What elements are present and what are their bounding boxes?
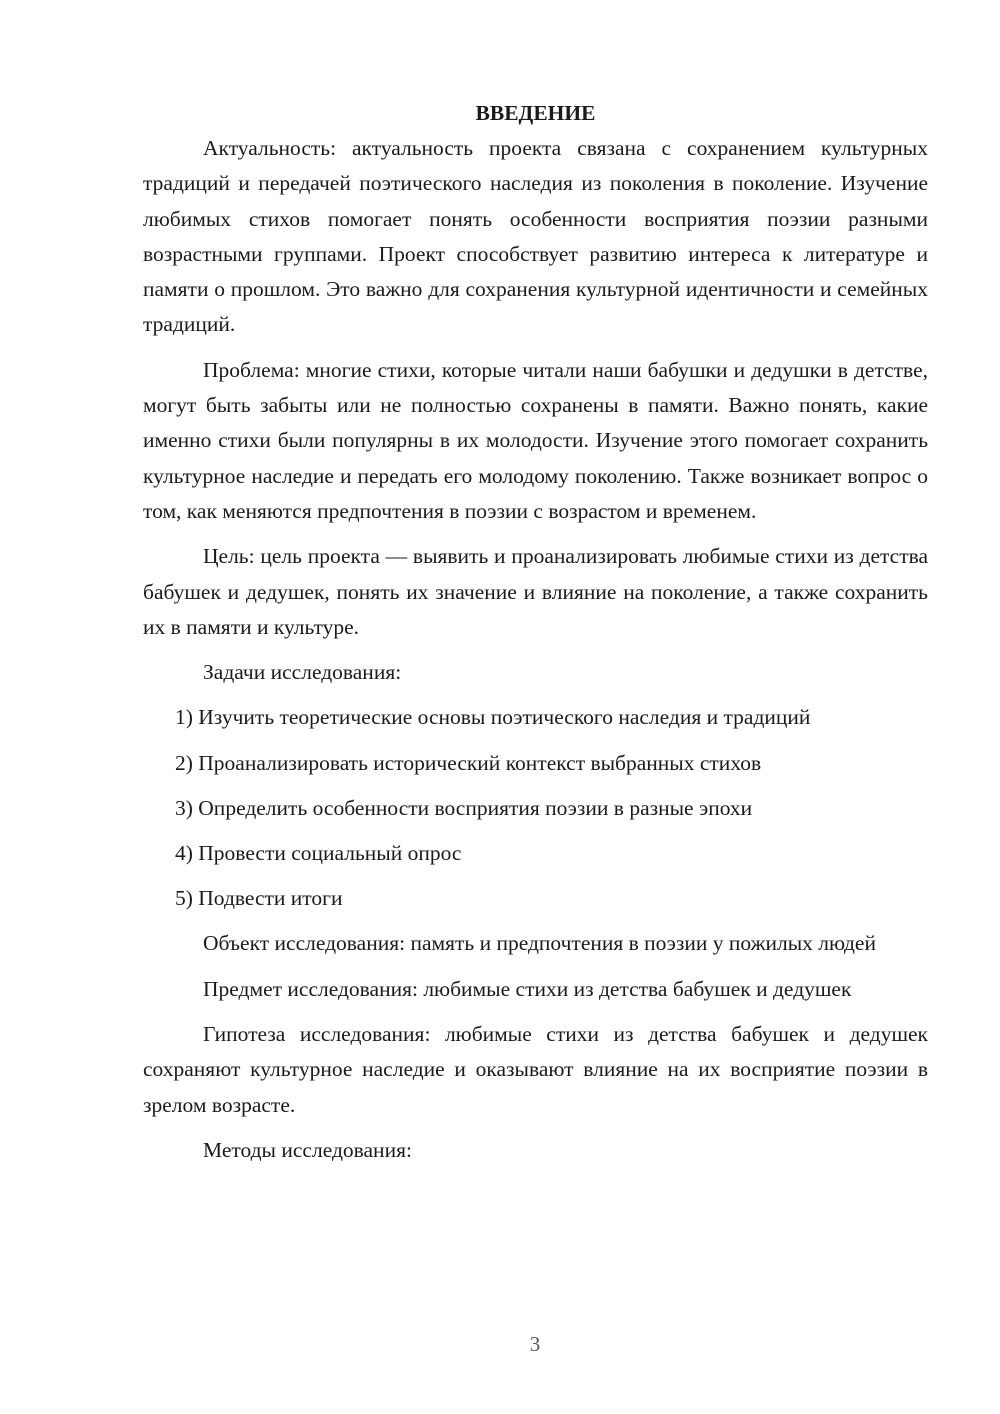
tasks-list bbox=[143, 700, 928, 926]
task-item: 2) Проанализировать исторический контекст выбранных стихов bbox=[175, 750, 762, 775]
subject-paragraph: Предмет исследования: любимые стихи из детства бабушек и дедушек bbox=[203, 976, 852, 1001]
page-number: 3 bbox=[529, 1332, 541, 1356]
document-page bbox=[143, 96, 928, 1178]
goal-paragraph: Цель: цель проекта — выявить и проанализировать любимые стихи из детства бабушек и дедушек, понять их значение и влияние на поколение, а также сохранить их в памяти и культуре. bbox=[143, 544, 928, 639]
methods-paragraph: Методы исследования: bbox=[203, 1137, 412, 1162]
relevance-paragraph: Актуальность: актуальность проекта связана с сохранением культурных традиций и передачей поэтического наследия из поколения в поколение. Изучение любимых стихов помогает понять особенности восприятия поэзии разными возрастными группами. Проект способствует развитию интереса к литературе и памяти о прошлом. Это важно для сохранения культурной идентичности и семейных традиций. bbox=[143, 136, 928, 337]
task-item: 4) Провести социальный опрос bbox=[175, 841, 462, 866]
problem-paragraph: Проблема: многие стихи, которые читали наши бабушки и дедушки в детстве, могут быть забыты или не полностью сохранены в памяти. Важно понять, какие именно стихи были популярны в их молодости. Изучение этого помогает сохранить культурное наследие и передать его молодому поколению. Также возникает вопрос о том, как меняются предпочтения в поэзии с возрастом и временем. bbox=[143, 357, 928, 523]
object-paragraph: Объект исследования: память и предпочтения в поэзии у пожилых людей bbox=[203, 931, 876, 956]
task-item: 3) Определить особенности восприятия поэзии в разные эпохи bbox=[175, 795, 753, 820]
section-heading: ВВЕДЕНИЕ bbox=[475, 101, 596, 125]
task-item: 5) Подвести итоги bbox=[175, 886, 343, 911]
tasks-title: Задачи исследования: bbox=[203, 660, 402, 685]
task-item: 1) Изучить теоретические основы поэтического наследия и традиций bbox=[175, 705, 811, 730]
hypothesis-paragraph: Гипотеза исследования: любимые стихи из детства бабушек и дедушек сохраняют культурное наследие и оказывают влияние на их восприятие поэзии в зрелом возрасте. bbox=[143, 1021, 928, 1117]
